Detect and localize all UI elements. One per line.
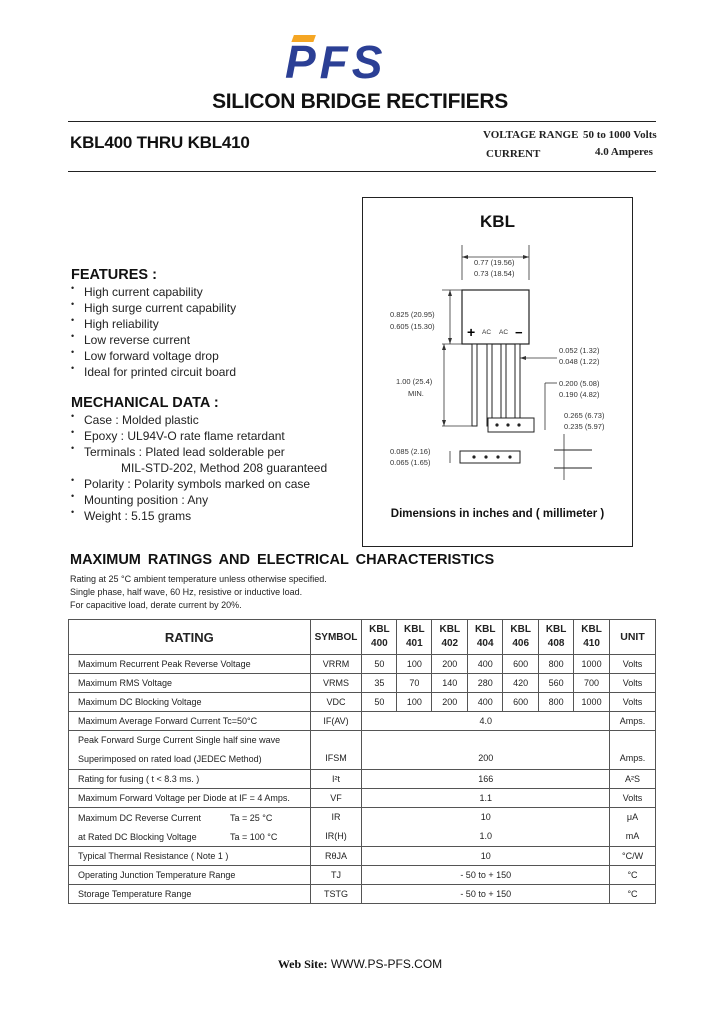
table-row: Maximum Average Forward Current Tc=50°C IF(AV) 4.0 Amps. xyxy=(69,712,656,731)
current-label: CURRENT xyxy=(486,148,541,160)
dim-lead-width-min: 0.048 (1.22) xyxy=(559,357,600,366)
logo-text: PFS xyxy=(285,36,387,82)
col-model: KBL 408 xyxy=(539,620,574,655)
col-rating: RATING xyxy=(69,620,311,655)
table-row: Maximum DC Blocking Voltage VDC 50 100 200 400 600 800 1000 Volts xyxy=(69,693,656,712)
table-row: Maximum Forward Voltage per Diode at IF = 4 Amps. VF 1.1 Volts xyxy=(69,789,656,808)
list-item: MIL-STD-202, Method 208 guaranteed xyxy=(121,461,328,475)
package-name: KBL xyxy=(480,212,515,231)
table-row: Maximum Recurrent Peak Reverse Voltage VRRM 50 100 200 400 600 800 1000 Volts xyxy=(69,655,656,674)
ratings-note: For capacitive load, derate current by 20%. xyxy=(70,600,242,610)
dim-side-max: 0.085 (2.16) xyxy=(390,447,431,456)
ratings-table xyxy=(68,619,656,904)
ratings-note: Rating at 25 °C ambient temperature unless otherwise specified. xyxy=(70,574,327,584)
dim-width-min: 0.73 (18.54) xyxy=(474,269,515,278)
voltage-range-value: 50 to 1000 Volts xyxy=(583,129,657,141)
table-row: Storage Temperature Range TSTG - 50 to + 150 °C xyxy=(69,885,656,904)
table-row: Maximum DC Reverse Current Ta = 25 °C at Rated DC Blocking Voltage Ta = 100 °C IR IR(H) 10 1.0 μA mA xyxy=(69,808,656,847)
dim-lead-length: 1.00 (25.4) xyxy=(396,377,433,386)
dim-pitch-min: 0.190 (4.82) xyxy=(559,390,600,399)
dim-pitch-max: 0.200 (5.08) xyxy=(559,379,600,388)
col-model: KBL 406 xyxy=(503,620,539,655)
plus-mark: + xyxy=(467,324,476,340)
mechanical-heading: MECHANICAL DATA : xyxy=(71,395,219,411)
table-row: Maximum RMS Voltage VRMS 35 70 140 280 420 560 700 Volts xyxy=(69,674,656,693)
pfs-logo xyxy=(283,32,455,82)
dim-lead-width-max: 0.052 (1.32) xyxy=(559,346,600,355)
ac-mark-1: AC xyxy=(482,329,492,336)
website-label: Web Site: xyxy=(277,957,328,971)
table-row: Rating for fusing ( t < 8.3 ms. ) I²t 166 A²S xyxy=(69,770,656,789)
package-caption: Dimensions in inches and ( millimeter ) xyxy=(390,508,605,520)
website-footer xyxy=(0,957,720,972)
ac-mark-2: AC xyxy=(499,329,509,336)
col-model: KBL 401 xyxy=(397,620,432,655)
col-model: KBL 404 xyxy=(468,620,503,655)
dim-height-max: 0.825 (20.95) xyxy=(390,310,435,319)
dim-thickness-max: 0.265 (6.73) xyxy=(564,411,605,420)
dim-side-min: 0.065 (1.65) xyxy=(390,458,431,467)
package-drawing xyxy=(362,240,633,480)
features-heading: FEATURES : xyxy=(71,267,157,283)
header-divider xyxy=(68,171,656,172)
col-model: KBL 410 xyxy=(574,620,610,655)
current-value: 4.0 Amperes xyxy=(595,146,653,158)
mechanical-list: • Case : Molded plastic • Epoxy : UL94V-O rate flame retardant • Terminals : Plated lead solderable per MIL-STD-202, Method 208 guaranteed • Polarity : Polarity symbols marked on case • Mounting position : Any • Weight : 5.15 grams xyxy=(71,411,328,523)
features-list: • High current capability • High surge current capability • High reliability • Low reverse current • Low forward voltage drop • Ideal for printed circuit board xyxy=(71,283,237,379)
table-row: Operating Junction Temperature Range TJ - 50 to + 150 °C xyxy=(69,866,656,885)
voltage-range-label: VOLTAGE RANGE xyxy=(483,129,579,141)
col-model: KBL 400 xyxy=(362,620,397,655)
minus-mark: − xyxy=(515,325,523,340)
dim-lead-length-note: MIN. xyxy=(408,389,424,398)
table-row: Typical Thermal Resistance ( Note 1 ) RθJA 10 °C/W xyxy=(69,847,656,866)
dim-height-min: 0.605 (15.30) xyxy=(390,322,435,331)
ratings-note: Single phase, half wave, 60 Hz, resistive or inductive load. xyxy=(70,587,303,597)
col-unit: UNIT xyxy=(610,620,656,655)
table-header-row xyxy=(69,620,656,655)
part-number-range: KBL400 THRU KBL410 xyxy=(70,133,250,152)
title-divider xyxy=(68,121,656,122)
col-symbol: SYMBOL xyxy=(310,620,362,655)
ratings-heading: MAXIMUM RATINGS AND ELECTRICAL CHARACTERISTICS xyxy=(70,552,495,568)
dim-width-max: 0.77 (19.56) xyxy=(474,258,515,267)
website-link[interactable]: WWW.PS-PFS.COM xyxy=(330,957,443,971)
page-title: SILICON BRIDGE RECTIFIERS xyxy=(212,90,508,113)
table-row: Peak Forward Surge Current Single half sine wave Superimposed on rated load (JEDEC Method) IFSM 200 Amps. xyxy=(69,731,656,770)
col-model: KBL 402 xyxy=(432,620,468,655)
dim-thickness-min: 0.235 (5.97) xyxy=(564,422,605,431)
